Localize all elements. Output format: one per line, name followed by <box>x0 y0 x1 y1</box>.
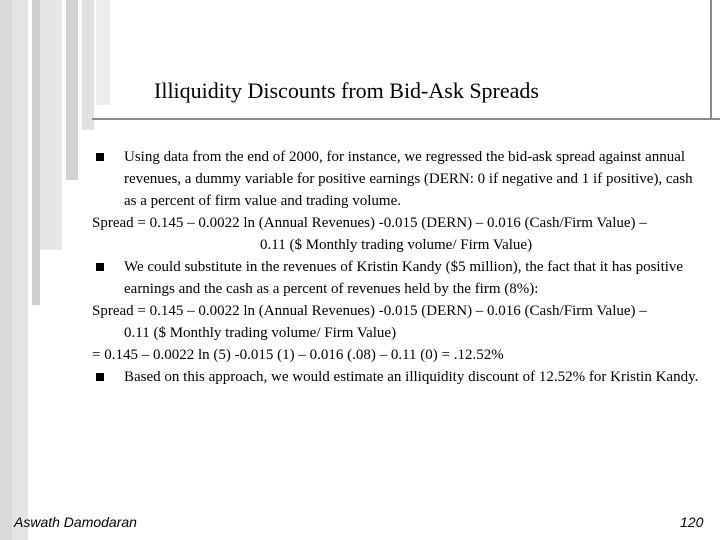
equation-line: 0.11 ($ Monthly trading volume/ Firm Value) <box>260 237 533 253</box>
decorative-bar <box>82 0 94 130</box>
decorative-bar <box>66 0 78 180</box>
decorative-bar <box>40 0 62 250</box>
decorative-bar <box>0 0 12 540</box>
square-bullet-icon <box>96 373 104 381</box>
equation-line: 0.11 ($ Monthly trading volume/ Firm Value) <box>124 325 397 341</box>
bullet-item <box>92 146 702 212</box>
footer-author: Aswath Damodaran <box>14 514 137 530</box>
slide-title: Illiquidity Discounts from Bid-Ask Spreads <box>154 78 539 103</box>
equation <box>92 300 702 344</box>
bullet-text: We could substitute in the revenues of Kristin Kandy ($5 million), the fact that it has positive earnings and the cash as a percent of revenues held by the firm (8%): <box>124 259 684 297</box>
equation-line: Spread = 0.145 – 0.0022 ln (Annual Revenues) -0.015 (DERN) – 0.016 (Cash/Firm Value) – <box>92 215 647 231</box>
square-bullet-icon <box>96 263 104 271</box>
equation-line: = 0.145 – 0.0022 ln (5) -0.015 (1) – 0.016 (.08) – 0.11 (0) = .12.52% <box>92 347 504 363</box>
equation-line: Spread = 0.145 – 0.0022 ln (Annual Revenues) -0.015 (DERN) – 0.016 (Cash/Firm Value) – <box>92 303 647 319</box>
bullet-text: Based on this approach, we would estimate an illiquidity discount of 12.52% for Kristin Kandy. <box>124 369 699 385</box>
bullet-item <box>92 256 702 300</box>
title-underline <box>92 118 720 120</box>
decorative-bar <box>32 0 40 305</box>
square-bullet-icon <box>96 153 104 161</box>
equation <box>92 344 702 366</box>
decorative-bar <box>96 0 110 105</box>
bullet-item <box>92 366 702 388</box>
page-number: 120 <box>680 514 704 530</box>
bullet-text: Using data from the end of 2000, for instance, we regressed the bid-ask spread against annual revenues, a dummy variable for positive earnings (DERN: 0 if negative and 1 if positive), cash as a percent of firm value and trading volume. <box>124 149 693 209</box>
equation <box>92 212 702 256</box>
decorative-bar <box>12 0 28 540</box>
slide-content <box>92 146 702 388</box>
title-rule-vertical <box>710 0 712 118</box>
